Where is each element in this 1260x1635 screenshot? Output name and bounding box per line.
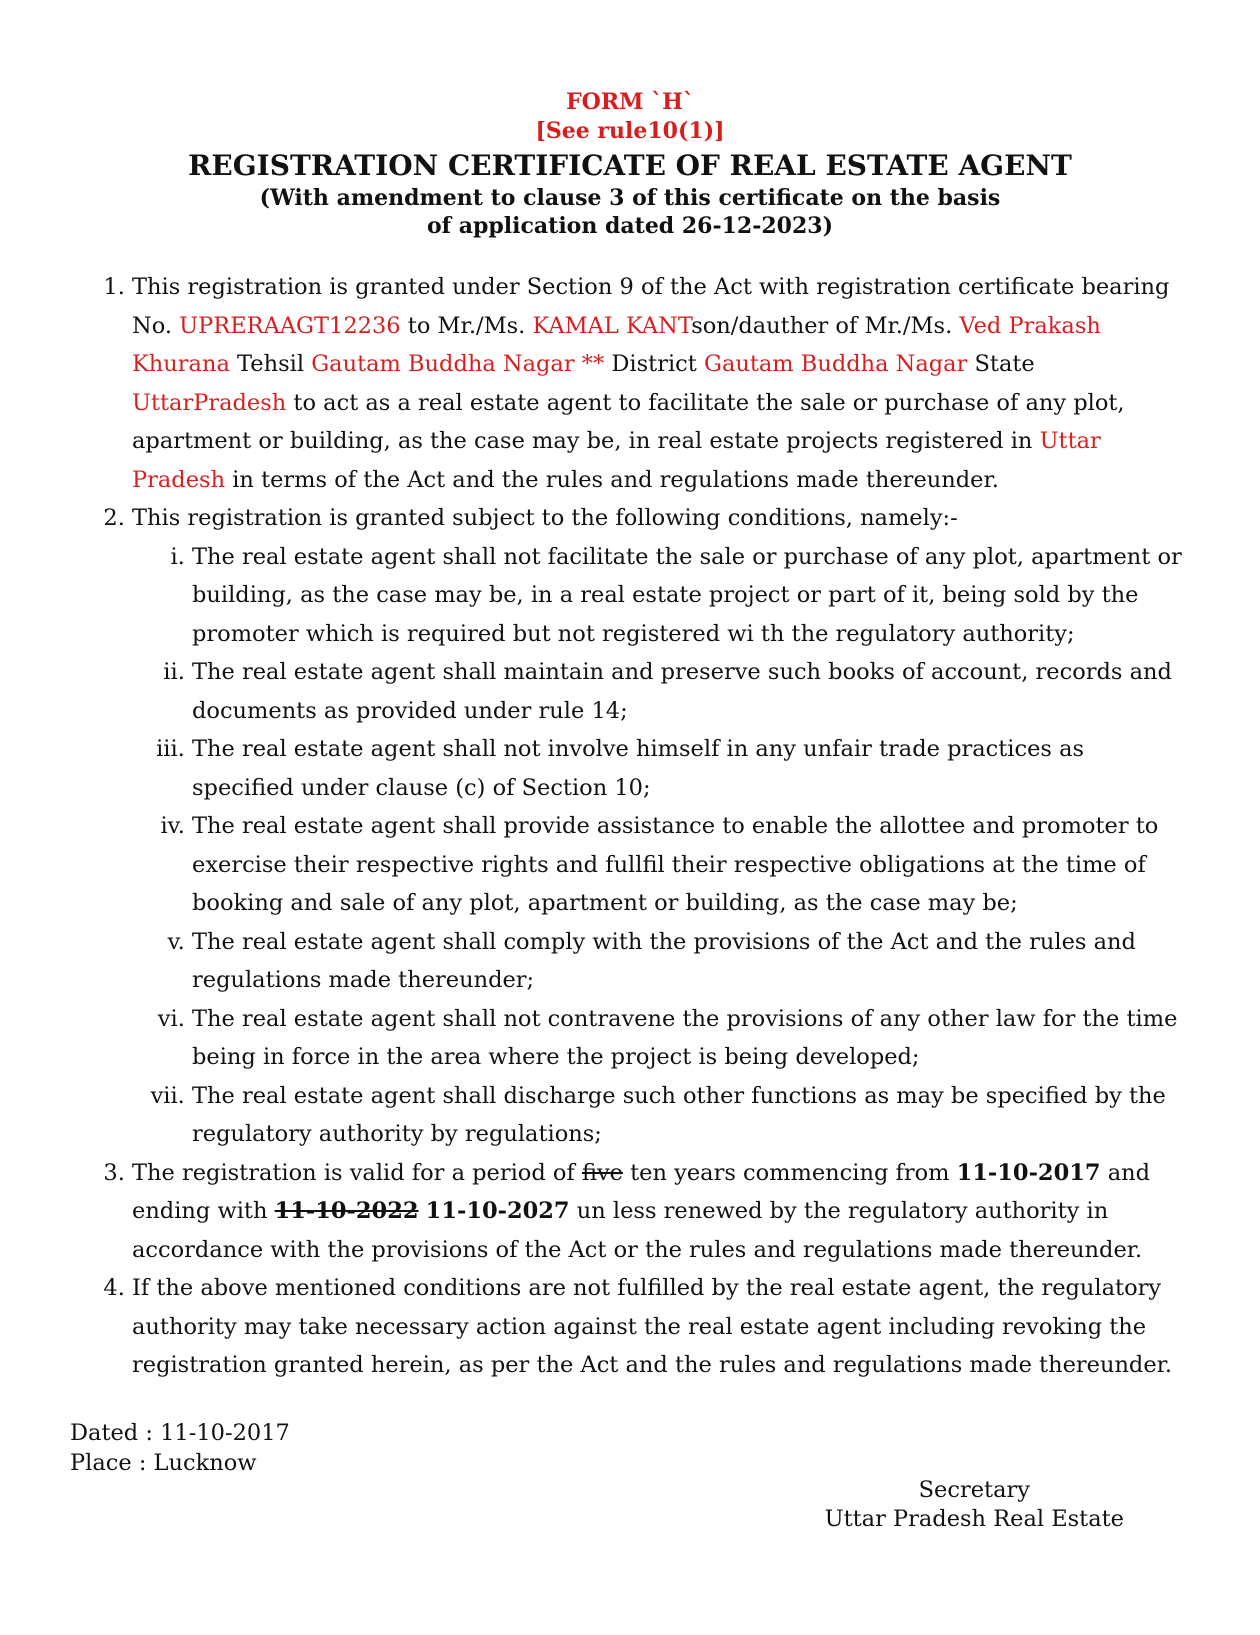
- clause-4: 4. If the above mentioned conditions are not fulfilled by the real estate agent, the regulatory authority may take necessary action against the real estate agent including revoking the registration granted herein, as per the Act and the rules and regulations made thereunder.: [132, 1269, 1192, 1385]
- condition-item: ii. The real estate agent shall maintain and preserve such books of account, records and documents as provided under rule 14;: [192, 653, 1192, 730]
- clause-3-text: and ending with: [132, 1159, 1151, 1224]
- condition-item: i. The real estate agent shall not facilitate the sale or purchase of any plot, apartment or building, as the case may be, in a real estate project or part of it, being sold by the promoter which is required but not registered wi th the regulatory authority;: [192, 538, 1192, 654]
- dated: Dated : 11-10-2017: [70, 1420, 290, 1446]
- clause-2: [132, 499, 1192, 1154]
- signatory-title: Secretary: [918, 1477, 1030, 1503]
- amendment-line-1: (With amendment to clause 3 of this certificate on the basis: [259, 185, 1001, 211]
- certificate-body: [92, 268, 1192, 1385]
- clause-1: [132, 268, 1192, 499]
- new-end-date: 11-10-2027: [425, 1198, 570, 1224]
- date-place-block: [70, 1418, 290, 1478]
- clause-3-text: The registration is valid for a period of: [132, 1159, 582, 1186]
- clause-2-intro: This registration is granted subject to the following conditions, namely:-: [132, 505, 958, 531]
- condition-item: vi. The real estate agent shall not contravene the provisions of any other law for the time being in force in the area where the project is being developed;: [192, 1000, 1192, 1077]
- signature-block: [825, 1476, 1124, 1534]
- condition-item: iv. The real estate agent shall provide assistance to enable the allottee and promoter to exercise their respective rights and fullfil their respective obligations at the time of booking and sale of any plot, apartment or building, as the case may be;: [192, 807, 1192, 923]
- clause-3-text: [419, 1198, 426, 1224]
- condition-item: vii. The real estate agent shall discharge such other functions as may be specified by the regulatory authority by regulations;: [192, 1077, 1192, 1154]
- clause-1-text: District: [604, 351, 704, 377]
- clause-3: [132, 1154, 1192, 1270]
- clause-1-text: to Mr./Ms.: [400, 312, 533, 339]
- state: UttarPradesh: [132, 389, 287, 416]
- rule-reference: [See rule10(1)]: [535, 118, 725, 144]
- old-period: five: [581, 1159, 623, 1186]
- registration-number: UPRERAAGT12236: [179, 312, 401, 339]
- agent-name: KAMAL KANT: [532, 312, 692, 339]
- clause-3-text: ten years commencing from: [622, 1159, 957, 1186]
- region: Uttar Pradesh: [132, 428, 1101, 493]
- tehsil: Gautam Buddha Nagar **: [311, 351, 605, 377]
- clause-1-text: This registration is granted under Section 9 of the Act with registration certificate bearing No.: [132, 274, 1170, 339]
- clause-1-text: son/dauther of Mr./Ms.: [691, 312, 960, 339]
- clause-1-text: Tehsil: [229, 351, 312, 377]
- old-end-date: 11-10-2022: [274, 1198, 419, 1224]
- certificate-header: [0, 88, 1260, 240]
- condition-item: iii. The real estate agent shall not involve himself in any unfair trade practices as specified under clause (c) of Section 10;: [192, 730, 1192, 807]
- condition-list: [132, 538, 1192, 1154]
- certificate-title: REGISTRATION CERTIFICATE OF REAL ESTATE AGENT: [188, 149, 1072, 182]
- amendment-line-2: of application dated 26-12-2023): [426, 213, 833, 239]
- parent-name: Ved Prakash Khurana: [132, 312, 1101, 377]
- clause-1-text: State: [967, 351, 1035, 377]
- clause-list: [92, 268, 1192, 1385]
- start-date: 11-10-2017: [956, 1159, 1101, 1186]
- clause-3-text: un less renewed by the regulatory authority in accordance with the provisions of the Act or the rules and regulations made thereunder.: [132, 1198, 1143, 1263]
- clause-1-text: in terms of the Act and the rules and regulations made thereunder.: [225, 466, 999, 493]
- place: Place : Lucknow: [70, 1450, 257, 1476]
- condition-item: v. The real estate agent shall comply with the provisions of the Act and the rules and regulations made thereunder;: [192, 923, 1192, 1000]
- form-label: FORM `H`: [566, 89, 694, 115]
- signatory-organization: Uttar Pradesh Real Estate: [824, 1506, 1124, 1532]
- clause-1-text: to act as a real estate agent to facilitate the sale or purchase of any plot, apartment or building, as the case may be, in real estate projects registered in: [132, 389, 1125, 454]
- district: Gautam Buddha Nagar: [703, 351, 968, 377]
